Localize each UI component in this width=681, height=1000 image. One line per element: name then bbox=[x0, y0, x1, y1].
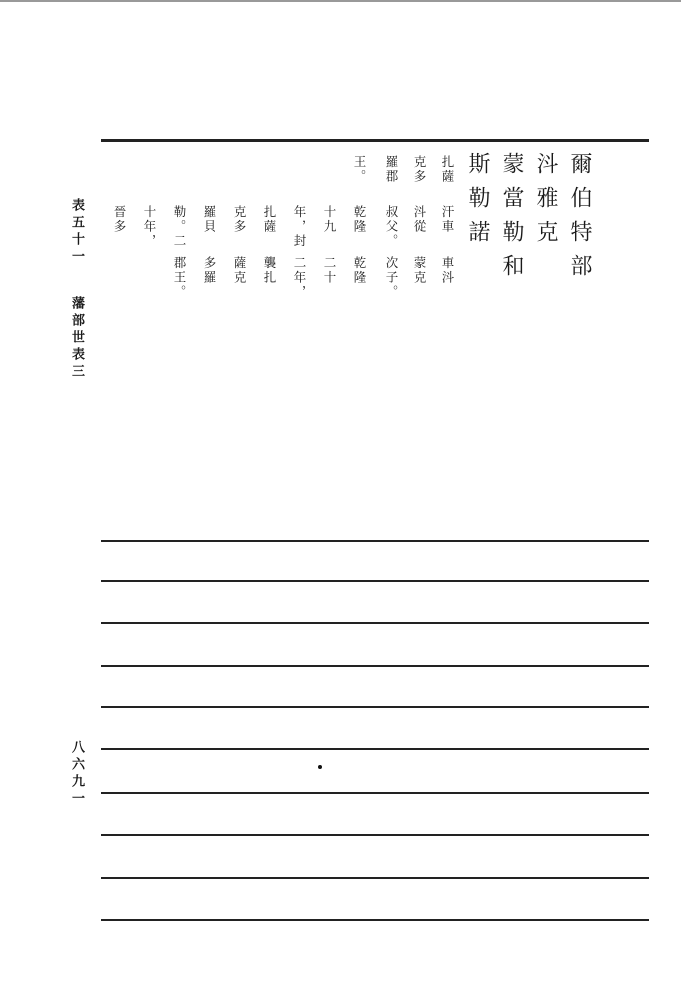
column-sub-text: 乾隆 bbox=[352, 256, 367, 285]
column-title: 爾伯特部 bbox=[567, 152, 592, 288]
column-sub-text: 車㳆 bbox=[440, 256, 455, 285]
column-sub-text: 乾隆 bbox=[352, 205, 367, 234]
table-rule bbox=[101, 622, 649, 624]
table-top-rule bbox=[101, 139, 649, 142]
column-sub-text: 扎薩 bbox=[440, 155, 455, 184]
page-number: 八六九一 bbox=[69, 740, 84, 808]
column-sub-text: 二十 bbox=[322, 256, 337, 285]
table-label: 表五十一 bbox=[69, 198, 84, 266]
table-rule bbox=[101, 792, 649, 794]
table-rule bbox=[101, 919, 649, 921]
column-sub-text: 二年， bbox=[292, 256, 307, 300]
column-sub-text: 羅郡 bbox=[384, 155, 399, 184]
column-sub-text: 㳆從 bbox=[412, 205, 427, 234]
column-sub-text: 次子。 bbox=[384, 256, 399, 300]
column-title: 斯勒諾 bbox=[465, 152, 490, 254]
column-sub-text: 薩克 bbox=[232, 256, 247, 285]
column-sub-text: 汗車 bbox=[440, 205, 455, 234]
column-sub-text: 多羅 bbox=[202, 256, 217, 285]
column-sub-text: 郡王。 bbox=[172, 256, 187, 300]
top-edge bbox=[0, 0, 681, 2]
table-rule bbox=[101, 665, 649, 667]
column-sub-text: 十年， bbox=[142, 205, 157, 249]
section-label: 藩部世表三 bbox=[69, 296, 84, 381]
column-sub-text: 晉多 bbox=[112, 205, 127, 234]
column-sub-text: 年，封 bbox=[292, 205, 307, 249]
column-sub-text: 襲扎 bbox=[262, 256, 277, 285]
column-sub-text: 叔父。 bbox=[384, 205, 399, 249]
column-sub-text: 蒙克 bbox=[412, 256, 427, 285]
table-rule bbox=[101, 580, 649, 582]
column-sub-text: 王。 bbox=[352, 155, 367, 184]
column-sub-text: 十九 bbox=[322, 205, 337, 234]
table-rule bbox=[101, 706, 649, 708]
column-sub-text: 扎薩 bbox=[262, 205, 277, 234]
table-rule bbox=[101, 877, 649, 879]
column-sub-text: 勒。二 bbox=[172, 205, 187, 249]
table-rule bbox=[101, 748, 649, 750]
column-title: 蒙當勒和 bbox=[499, 152, 524, 288]
ink-dot bbox=[318, 765, 322, 769]
column-sub-text: 羅貝 bbox=[202, 205, 217, 234]
column-title: 㳆雅克 bbox=[533, 152, 558, 254]
table-rule bbox=[101, 834, 649, 836]
table-rule bbox=[101, 540, 649, 542]
column-sub-text: 克多 bbox=[412, 155, 427, 184]
column-sub-text: 克多 bbox=[232, 205, 247, 234]
